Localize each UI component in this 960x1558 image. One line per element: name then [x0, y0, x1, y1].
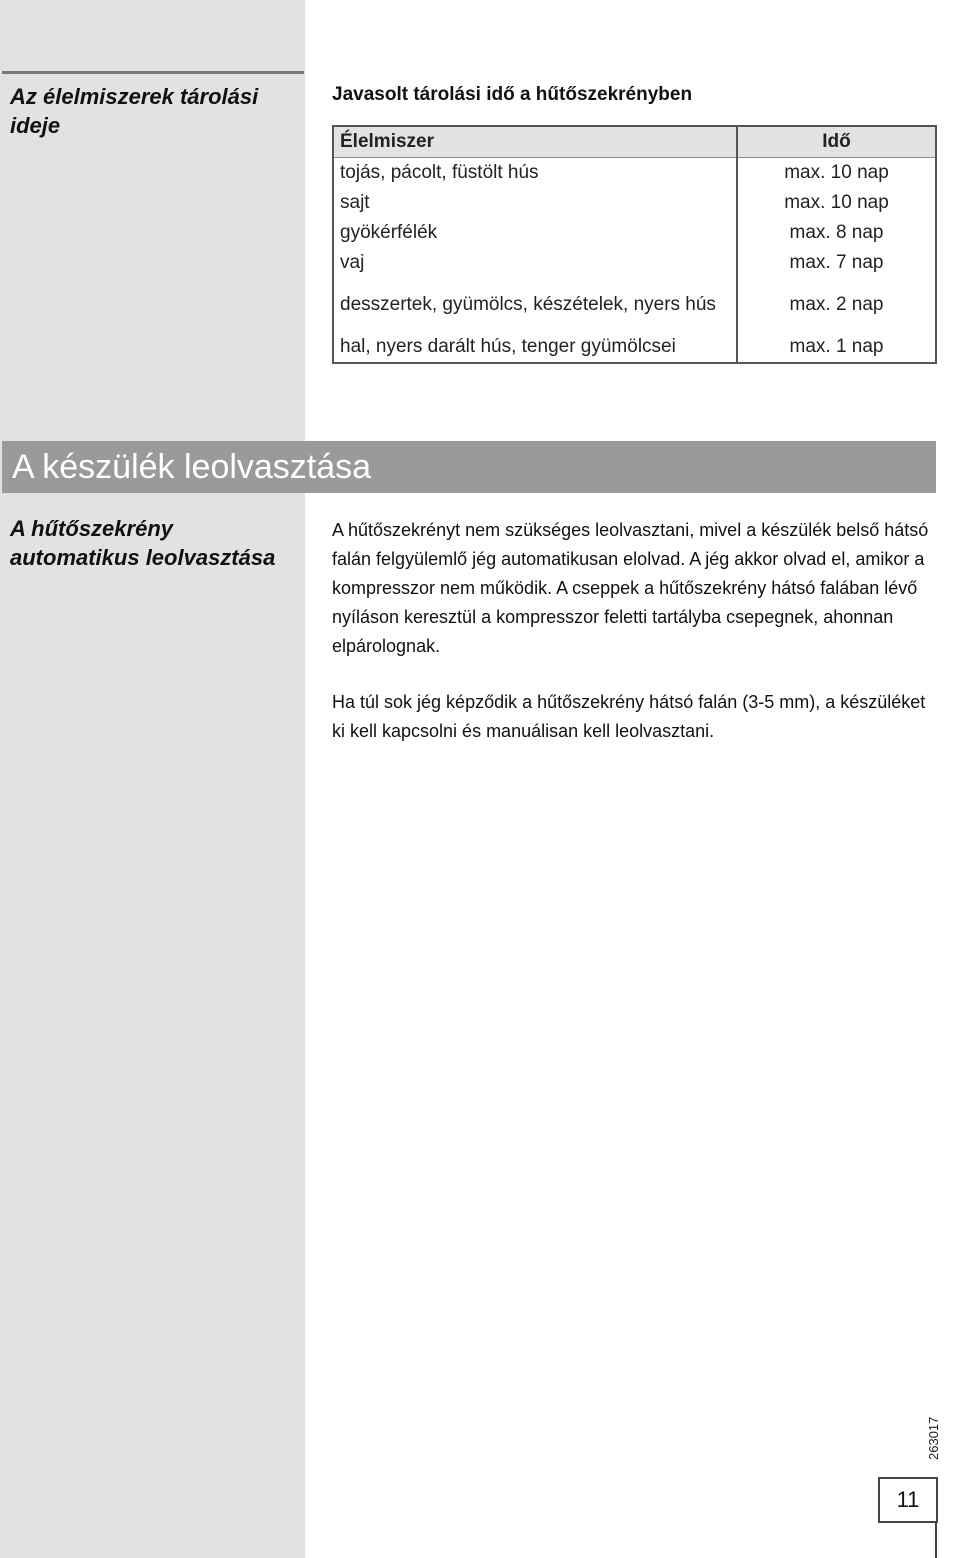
food-cell: tojás, pácolt, füstölt hús [333, 158, 737, 189]
defrost-paragraph-2: Ha túl sok jég képződik a hűtőszekrény hátsó falán (3-5 mm), a készüléket ki kell kapcsolni és manuálisan kell leolvasztani. [332, 692, 926, 741]
document-code-text: 263017 [926, 1416, 941, 1460]
storage-table [332, 125, 937, 364]
food-cell: vaj [333, 248, 737, 278]
document-code [926, 1416, 960, 1470]
food-cell: desszertek, gyümölcs, készételek, nyers hús [333, 278, 737, 332]
table-row [333, 218, 936, 248]
table-row [333, 278, 936, 332]
time-cell: max. 10 nap [737, 188, 936, 218]
time-cell: max. 8 nap [737, 218, 936, 248]
time-column-header: Idő [737, 126, 936, 158]
table-row [333, 248, 936, 278]
automatic-defrost-heading: A hűtőszekrény automatikus leolvasztása [10, 516, 276, 570]
defrost-paragraph-1: A hűtőszekrényt nem szükséges leolvasztani, mivel a készülék belső hátsó falán felgyülemlő jég automatikusan elolvad. A jég akkor olvad el, amikor a kompresszor nem működik. A cseppek a hűtőszekrény hátsó falában lévő nyíláson keresztül a kompresszor feletti tartályba csepegnek, ahonnan elpárolognak. [332, 520, 929, 656]
food-cell: sajt [333, 188, 737, 218]
page-number-rule [935, 1521, 937, 1558]
time-cell: max. 7 nap [737, 248, 936, 278]
table-row [333, 188, 936, 218]
table-row [333, 332, 936, 363]
table-row [333, 158, 936, 189]
table-header-row [333, 126, 936, 158]
food-cell: hal, nyers darált hús, tenger gyümölcsei [333, 332, 737, 363]
time-cell: max. 1 nap [737, 332, 936, 363]
page-number: 11 [878, 1477, 938, 1523]
food-cell: gyökérfélék [333, 218, 737, 248]
sidebar-background [0, 0, 305, 1558]
food-column-header: Élelmiszer [333, 126, 737, 158]
top-rule [2, 71, 304, 74]
time-cell: max. 10 nap [737, 158, 936, 189]
time-cell: max. 2 nap [737, 278, 936, 332]
storage-table-title: Javasolt tárolási idő a hűtőszekrényben [332, 84, 693, 105]
storage-time-heading: Az élelmiszerek tárolási ideje [10, 84, 259, 138]
section-title: A készülék leolvasztása [12, 448, 372, 486]
